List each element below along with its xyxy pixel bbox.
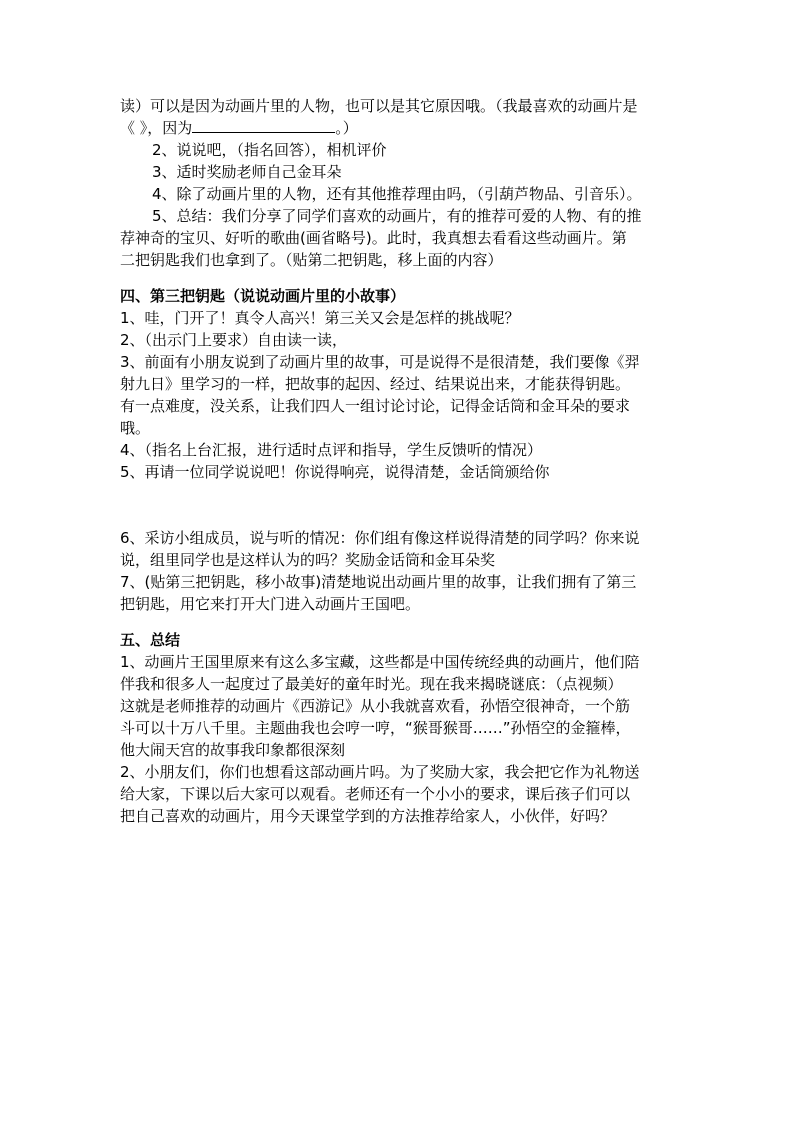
- paragraph-line: 说，组里同学也是这样认为的吗？奖励金话筒和金耳朵奖: [120, 551, 496, 569]
- step-item: 3、适时奖励老师自己金耳朵: [152, 163, 342, 181]
- paragraph-line: 把自己喜欢的动画片，用今天课堂学到的方法推荐给家人，小伙伴，好吗？: [120, 807, 616, 825]
- paragraph-line: 4、（指名上台汇报，进行适时点评和指导，学生反馈听的情况）: [120, 441, 543, 459]
- paragraph-line: 这就是老师推荐的动画片《西游记》从小我就喜欢看，孙悟空很神奇，一个筋: [120, 697, 631, 715]
- paragraph-line: 3、前面有小朋友说到了动画片里的故事，可是说得不是很清楚，我们要像《羿: [120, 353, 640, 371]
- section-heading: 五、总结: [120, 631, 181, 649]
- summary-line: 二把钥匙我们也拿到了。（贴第二把钥匙，移上面的内容）: [120, 251, 503, 269]
- paragraph-line: 哦。: [120, 419, 151, 437]
- step-item: 4、除了动画片里的人物，还有其他推荐理由吗，（引葫芦物品、引音乐）。: [152, 185, 642, 203]
- fill-in-prefix: 《 》，因为: [120, 119, 193, 137]
- paragraph-line: 他大闹天宫的故事我印象都很深刻: [120, 741, 346, 759]
- fill-in-suffix: 。）: [335, 119, 358, 137]
- fill-in-blank: [192, 117, 335, 133]
- paragraph-line: 2、（出示门上要求）自由读一读，: [120, 331, 348, 349]
- paragraph-line: 斗可以十万八千里。主题曲我也会哼一哼，“猴哥猴哥……”孙悟空的金箍棒，: [120, 719, 631, 737]
- summary-line: 5、总结：我们分享了同学们喜欢的动画片，有的推荐可爱的人物、有的推: [152, 207, 642, 225]
- paragraph-line: 给大家，下课以后大家可以观看。老师还有一个小小的要求，课后孩子们可以: [120, 785, 631, 803]
- paragraph-line: 6、采访小组成员，说与听的情况：你们组有像这样说得清楚的同学吗？你来说: [120, 529, 640, 547]
- paragraph-line: [120, 117, 358, 139]
- step-item: 2、说说吧，（指名回答），相机评价: [152, 141, 387, 159]
- summary-line: 荐神奇的宝贝、好听的歌曲(画省略号)。此时，我真想去看看这些动画片。第: [120, 229, 627, 247]
- paragraph-line: 7、(贴第三把钥匙，移小故事)清楚地说出动画片里的故事，让我们拥有了第三: [120, 573, 637, 591]
- paragraph-line: 射九日》里学习的一样，把故事的起因、经过、结果说出来，才能获得钥匙。: [120, 375, 631, 393]
- paragraph-line: 1、动画片王国里原来有这么多宝藏，这些都是中国传统经典的动画片，他们陪: [120, 653, 640, 671]
- paragraph-line: 1、哇，门开了！真令人高兴！第三关又会是怎样的挑战呢？: [120, 309, 520, 327]
- section-heading: 四、第三把钥匙（说说动画片里的小故事）: [120, 287, 406, 305]
- paragraph-line: 2、小朋友们，你们也想看这部动画片吗。为了奖励大家，我会把它作为礼物送: [120, 763, 640, 781]
- paragraph-line: 伴我和很多人一起度过了最美好的童年时光。现在我来揭晓谜底：（点视频）: [120, 675, 623, 693]
- paragraph-line: 有一点难度，没关系，让我们四人一组讨论讨论，记得金话筒和金耳朵的要求: [120, 397, 631, 415]
- paragraph-line: 5、再请一位同学说说吧！你说得响亮，说得清楚，金话筒颁给你: [120, 463, 550, 481]
- paragraph-line: 把钥匙，用它来打开大门进入动画片王国吧。: [120, 595, 421, 613]
- paragraph-line: 读）可以是因为动画片里的人物，也可以是其它原因哦。（我最喜欢的动画片是: [120, 97, 638, 115]
